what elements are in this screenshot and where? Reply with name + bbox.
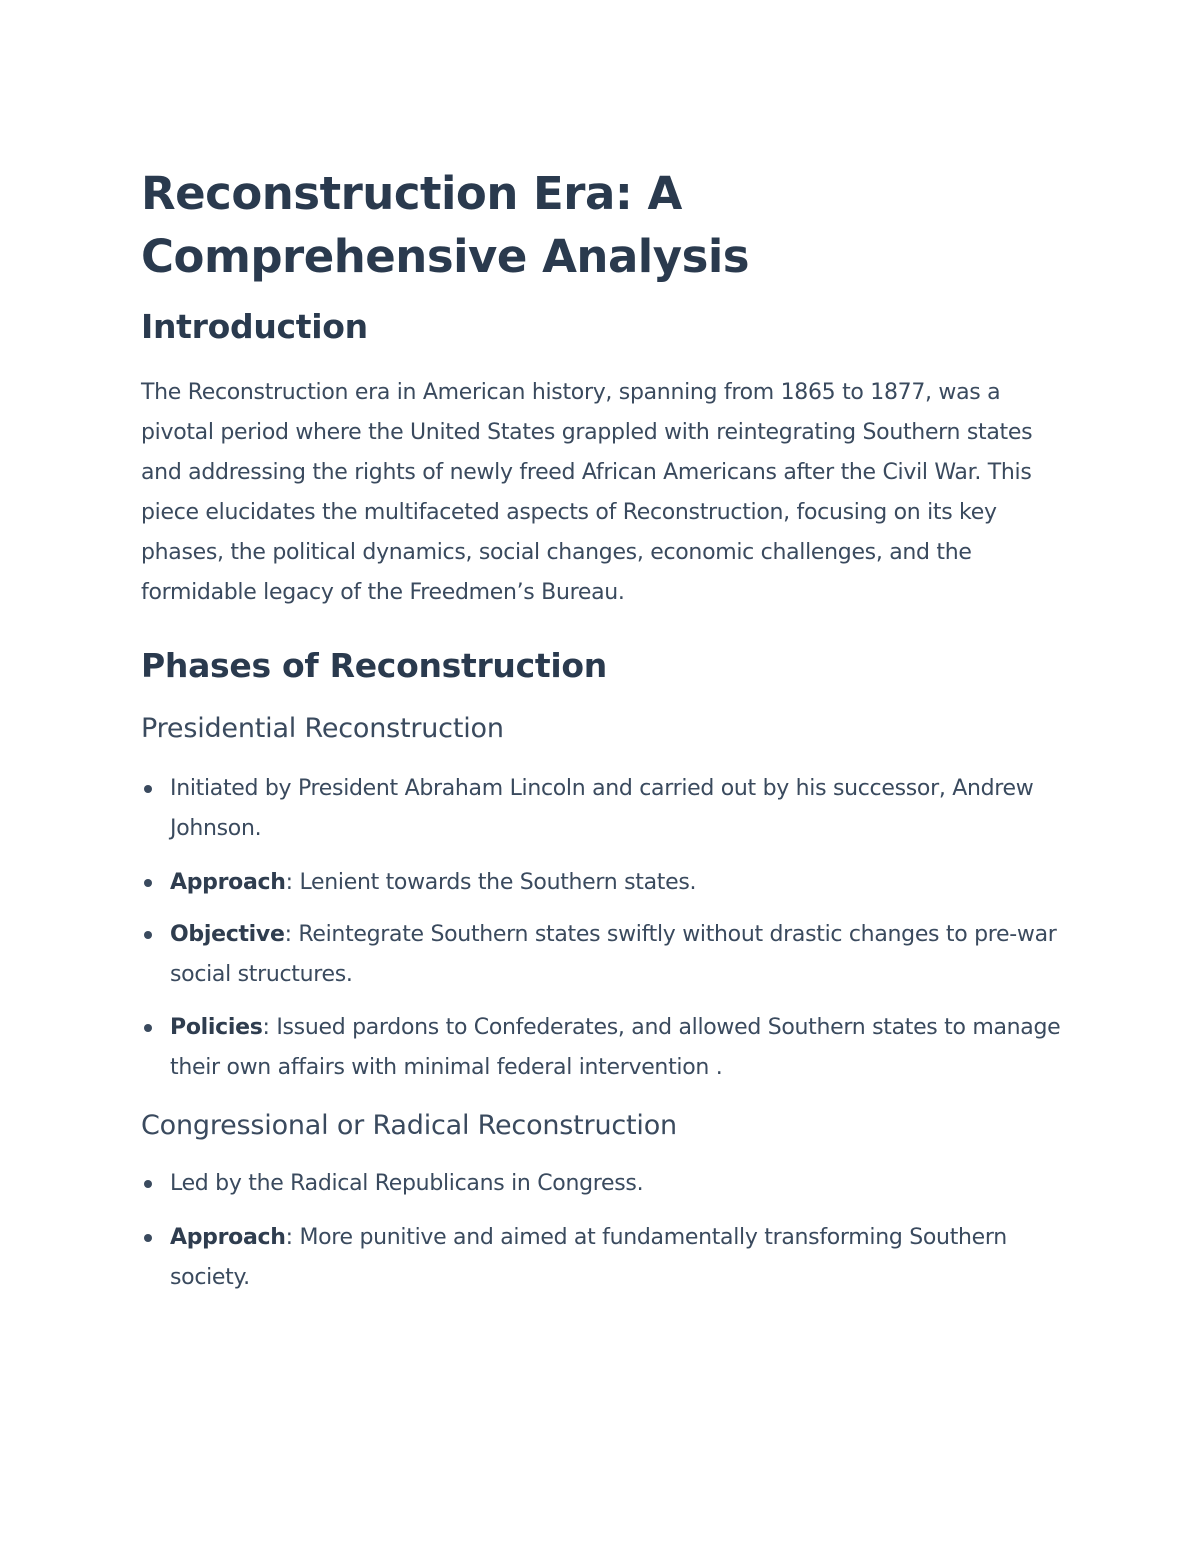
bullet-icon <box>144 879 152 887</box>
item-text: : Lenient towards the Southern states. <box>285 870 697 895</box>
item-label: Policies <box>170 1015 263 1040</box>
item-label: Approach <box>170 870 286 895</box>
bullet-icon <box>144 1024 152 1032</box>
item-text: : Issued pardons to Confederates, and allowed Southern states to manage their own affairs with minimal federal intervention . <box>170 1015 1061 1080</box>
bullet-icon <box>144 1180 152 1188</box>
presidential-heading: Presidential Reconstruction <box>141 713 504 744</box>
list-item <box>141 1008 1071 1088</box>
bullet-icon <box>144 931 152 939</box>
intro-paragraph: The Reconstruction era in American history, spanning from 1865 to 1877, was a pivotal period where the United States grappled with reintegrating Southern states and addressing the rights of newly freed African Americans after the Civil War. This piece elucidates the multifaceted aspects of Reconstruction, focusing on its key phases, the political dynamics, social changes, economic challenges, and the formidable legacy of the Freedmen’s Bureau. <box>141 380 1033 605</box>
item-label: Objective <box>170 922 285 947</box>
list-item <box>141 915 1071 995</box>
congressional-list <box>141 1164 1071 1298</box>
item-text: : Reintegrate Southern states swiftly without drastic changes to pre-war social structures. <box>170 922 1057 987</box>
list-item <box>141 863 1071 903</box>
bullet-icon <box>144 785 152 793</box>
list-item <box>141 1218 1071 1298</box>
item-text: : More punitive and aimed at fundamentally transforming Southern society. <box>170 1225 1007 1290</box>
phases-heading: Phases of Reconstruction <box>141 646 607 685</box>
document-title: Reconstruction Era: A Comprehensive Analysis <box>141 167 750 283</box>
document-page <box>141 162 1071 1298</box>
list-item <box>141 1164 1071 1204</box>
list-item <box>141 769 1071 849</box>
congressional-heading: Congressional or Radical Reconstruction <box>141 1110 677 1141</box>
item-text: Initiated by President Abraham Lincoln and carried out by his successor, Andrew Johnson. <box>170 776 1034 841</box>
intro-heading: Introduction <box>141 307 368 346</box>
item-text: Led by the Radical Republicans in Congress. <box>170 1171 644 1196</box>
bullet-icon <box>144 1234 152 1242</box>
presidential-list <box>141 769 1071 1088</box>
item-label: Approach <box>170 1225 286 1250</box>
